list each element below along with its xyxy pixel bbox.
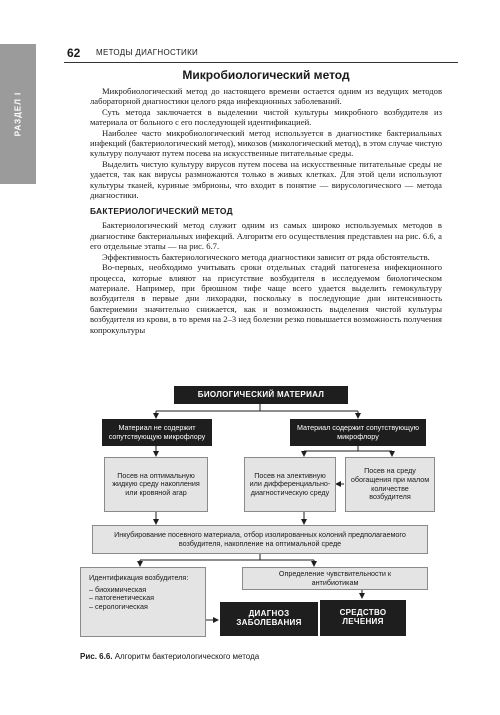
identification-box	[80, 567, 206, 637]
diagnosis-box: ДИАГНОЗ ЗАБОЛЕВАНИЯ	[220, 602, 318, 636]
paragraph: Суть метода заключается в выделении чистой культуры микробного возбудителя из материала от больного с его последующей идентификацией.	[90, 106, 442, 128]
paragraph: Микробиологический метод до настоящего времени остается одним из ведущих методов лабораторной диагностики целого ряда инфекционных заболеваний.	[90, 86, 442, 107]
paragraph: Во-первых, необходимо учитывать сроки отдельных стадий патогенеза инфекционного процесса, которые влияют на присутствие возбудителя в исследуемом биологическом материале. Например, при брюшном тифе чаще всего удается выделить гемокультуру возбудителя в первые дни лихорадки, поскольку в последующие дни интенсивность бактериемии значительно снижается, как и возможность выделения чистой культуры возбудителя из крови, в то время на 2–3 нед болезни резко повышается возможность получения копрокультуры	[90, 262, 442, 335]
section-side-tab	[0, 44, 36, 184]
figure-caption	[80, 652, 259, 661]
bio-material-box: БИОЛОГИЧЕСКИЙ МАТЕРИАЛ	[174, 386, 348, 404]
figure-caption-text: Алгоритм бактериологического метода	[112, 652, 260, 661]
no-flora-box: Материал не содержит сопутствующую микрофлору	[102, 419, 212, 446]
has-flora-box: Материал содержит сопутствующую микрофлору	[290, 419, 426, 446]
page-number: 62	[67, 46, 81, 60]
identification-item: – патогенетическая	[89, 593, 154, 603]
chapter-title: Микробиологический метод	[182, 68, 350, 82]
paragraph: Наиболее часто микробиологический метод используется в диагностике бактериальных инфекций (бактериологический метод), микозов (микологический метод), в этом случае чистую культуру получают путем посева на искусственные питательные среды.	[90, 127, 442, 159]
identification-list	[89, 586, 197, 612]
paragraph: Бактериологический метод служит одним из самых широко используемых методов в диагностике бактериальных инфекций. Алгоритм его осуществления представлен на рис. 6.6, а его отдельные этапы — на рис. 6.7.	[90, 220, 442, 252]
paragraph: Выделить чистую культуру вирусов путем посева на искусственные питательные среды не удается, так как вирусы размножаются только в живых клетках. Для этой цели используют культуры тканей, куриные эмбрионы, что входит в понятие — вирусологического — метода диагностики.	[90, 158, 442, 201]
identification-item: – биохимическая	[89, 584, 147, 594]
optimal-seed-box: Посев на оптимальную жидкую среду накопления или кровяной агар	[104, 457, 208, 512]
elective-seed-box: Посев на элективную или дифференциально-диагностическую среду	[244, 457, 336, 512]
section-side-tab-label: РАЗДЕЛ I	[13, 91, 23, 137]
paragraph: Эффективность бактериологического метода диагностики зависит от ряда обстоятельств.	[102, 251, 430, 262]
treatment-box: СРЕДСТВО ЛЕЧЕНИЯ	[320, 600, 406, 636]
identification-title: Идентификация возбудителя:	[89, 573, 189, 582]
enrichment-seed-box: Посев на среду обогащения при малом количестве возбудителя	[345, 457, 435, 512]
page-body	[90, 68, 442, 335]
incubation-box: Инкубирование посевного материала, отбор изолированных колоний предполагаемого возбудителя, накопление на оптимальной среде	[92, 525, 428, 554]
running-head: МЕТОДЫ ДИАГНОСТИКИ	[96, 48, 199, 57]
section-heading: БАКТЕРИОЛОГИЧЕСКИЙ МЕТОД	[90, 206, 233, 217]
sensitivity-box: Определение чувствительности к антибиотикам	[242, 567, 428, 590]
figure-caption-label: Рис. 6.6.	[80, 652, 113, 661]
bacteriological-algorithm-diagram	[78, 384, 442, 646]
identification-item: – серологическая	[89, 601, 148, 611]
header-rule	[64, 62, 458, 63]
